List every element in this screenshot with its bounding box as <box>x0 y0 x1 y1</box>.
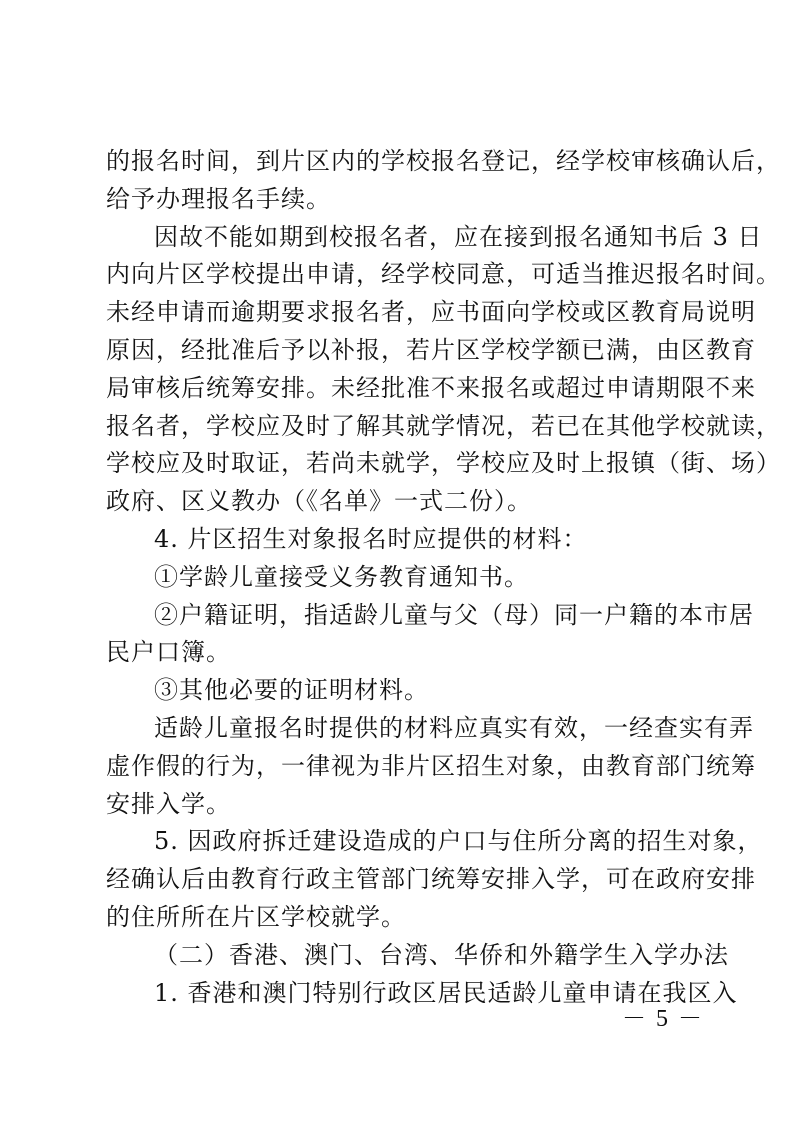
section-heading: （二）香港、澳门、台湾、华侨和外籍学生入学办法 <box>154 940 729 969</box>
text-line: 的报名时间，到片区内的学校报名登记，经学校审核确认后， <box>106 147 781 175</box>
page-number: － 5 － <box>622 1006 704 1032</box>
text-line: 内向片区学校提出申请，经学校同意，可适当推迟报名时间。 <box>106 260 781 289</box>
text-line: 的住所所在片区学校就学。 <box>106 902 406 931</box>
text-line: 安排入学。 <box>106 789 231 818</box>
text-line: 虚作假的行为，一律视为非片区招生对象，由教育部门统筹 <box>106 751 756 780</box>
list-item: ①学龄儿童接受义务教育通知书。 <box>154 562 529 591</box>
section-heading: 4. 片区招生对象报名时应提供的材料： <box>154 524 588 553</box>
text-line: 民户口簿。 <box>106 638 231 667</box>
list-item: ③其他必要的证明材料。 <box>154 676 429 705</box>
text-line: 学校应及时取证，若尚未就学，学校应及时上报镇（街、场） <box>106 449 781 478</box>
text-line: 报名者，学校应及时了解其就学情况，若已在其他学校就读， <box>106 411 781 440</box>
text-line: 经确认后由教育行政主管部门统筹安排入学，可在政府安排 <box>106 865 756 894</box>
document-body <box>106 143 781 1012</box>
list-item: ②户籍证明，指适龄儿童与父（母）同一户籍的本市居 <box>154 600 754 629</box>
text-line: 适龄儿童报名时提供的材料应真实有效，一经查实有弄 <box>154 713 754 742</box>
text-line: 局审核后统筹安排。未经批准不来报名或超过申请期限不来 <box>106 373 756 402</box>
section-item: 5. 因政府拆迁建设造成的户口与住所分离的招生对象， <box>154 827 763 856</box>
text-line: 原因，经批准后予以补报，若片区学校学额已满，由区教育 <box>106 335 756 364</box>
text-line: 政府、区义教办（《名单》一式二份）。 <box>106 487 532 516</box>
text-line: 因故不能如期到校报名者，应在接到报名通知书后 3 日 <box>154 222 763 251</box>
text-line: 未经申请而逾期要求报名者，应书面向学校或区教育局说明 <box>106 298 756 327</box>
section-item: 1. 香港和澳门特别行政区居民适龄儿童申请在我区入 <box>154 978 738 1007</box>
text-line: 给予办理报名手续。 <box>106 184 331 213</box>
